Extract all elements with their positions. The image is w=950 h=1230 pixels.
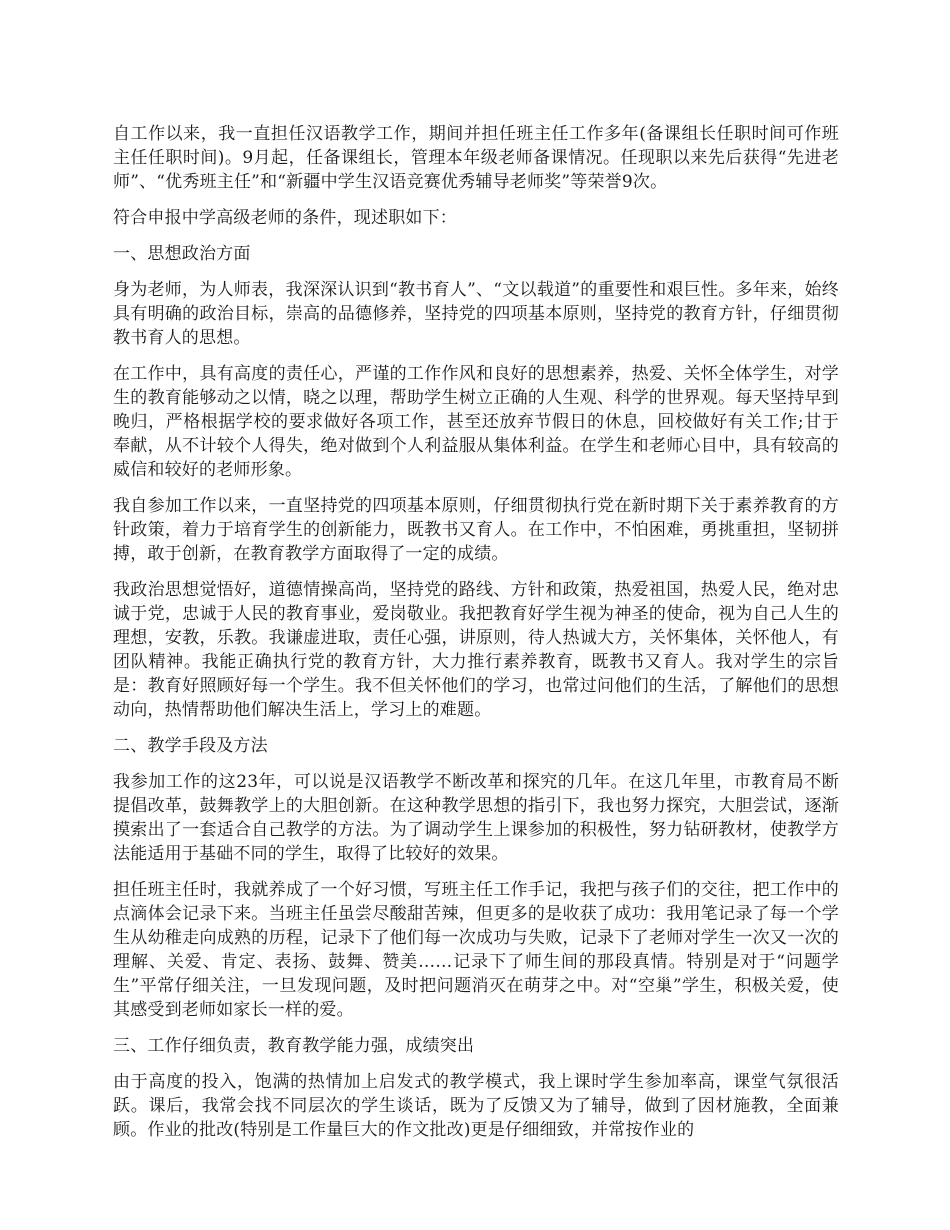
paragraph-results-1: 由于高度的投入，饱满的热情加上启发式的教学模式，我上课时学生参加率高，课堂气氛很活跃。课后，我常会找不同层次的学生谈话，既为了反馈又为了辅导，做到了因材施教，全面兼顾。作业的批改(特别是工作量巨大的作文批改)更是仔细细致，并常按作业的	[113, 1072, 839, 1140]
paragraph-intro: 自工作以来，我一直担任汉语教学工作，期间并担任班主任工作多年(备课组长任职时间可作班主任任职时间)。9月起，任备课组长，管理本年级老师备课情况。任现职以来先后获得“先进老师”、“优秀班主任”和“新疆中学生汉语竞赛优秀辅导老师奖”等荣誉9次。	[113, 124, 839, 192]
section-heading-politics: 一、思想政治方面	[113, 244, 251, 264]
paragraph-politics-3: 我自参加工作以来，一直坚持党的四项基本原则，仔细贯彻执行党在新时期下关于素养教育的方针政策，着力于培育学生的创新能力，既教书又育人。在工作中，不怕困难，勇挑重担，坚韧拼搏，敢于创新，在教育教学方面取得了一定的成绩。	[113, 496, 839, 564]
paragraph-methods-2: 担任班主任时，我就养成了一个好习惯，写班主任工作手记，我把与孩子们的交往，把工作中的点滴体会记录下来。当班主任虽尝尽酸甜苦辣，但更多的是收获了成功：我用笔记录了每一个学生从幼稚走向成熟的历程，记录下了他们每一次成功与失败，记录下了老师对学生一次又一次的理解、关爱、肯定、表扬、鼓舞、赞美……记录下了师生间的那段真情。特别是对于“问题学生”平常仔细关注，一旦发现问题，及时把问题消灭在萌芽之中。对“空巢”学生，积极关爱，使其感受到老师如家长一样的爱。	[113, 880, 839, 1020]
paragraph-statement: 符合申报中学高级老师的条件，现述职如下：	[113, 208, 457, 228]
section-heading-results: 三、工作仔细负责，教育教学能力强，成绩突出	[113, 1036, 475, 1056]
paragraph-politics-1: 身为老师，为人师表，我深深认识到“教书育人”、“文以载道”的重要性和艰巨性。多年来，始终具有明确的政治目标，崇高的品德修养，坚持党的四项基本原则，坚持党的教育方针，仔细贯彻教书育人的思想。	[113, 280, 839, 348]
paragraph-politics-2: 在工作中，具有高度的责任心，严谨的工作作风和良好的思想素养，热爱、关怀全体学生，对学生的教育能够动之以情，晓之以理，帮助学生树立正确的人生观、科学的世界观。每天坚持早到晚归，严格根据学校的要求做好各项工作，甚至还放弃节假日的休息，回校做好有关工作;甘于奉献，从不计较个人得失，绝对做到个人利益服从集体利益。在学生和老师心目中，具有较高的威信和较好的老师形象。	[113, 364, 839, 480]
section-heading-methods: 二、教学手段及方法	[113, 736, 268, 756]
paragraph-methods-1: 我参加工作的这23年，可以说是汉语教学不断改革和探究的几年。在这几年里，市教育局不断提倡改革，鼓舞教学上的大胆创新。在这种教学思想的指引下，我也努力探究，大胆尝试，逐渐摸索出了一套适合自己教学的方法。为了调动学生上课参加的积极性，努力钻研教材，使教学方法能适用于基础不同的学生，取得了比较好的效果。	[113, 772, 839, 864]
paragraph-politics-4: 我政治思想觉悟好，道德情操高尚，坚持党的路线、方针和政策，热爱祖国，热爱人民，绝对忠诚于党，忠诚于人民的教育事业，爱岗敬业。我把教育好学生视为神圣的使命，视为自己人生的理想，安教，乐教。我谦虚进取，责任心强，讲原则，待人热诚大方，关怀集体，关怀他人，有团队精神。我能正确执行党的教育方针，大力推行素养教育，既教书又育人。我对学生的宗旨是：教育好照顾好每一个学生。我不但关怀他们的学习，也常过问他们的生活，了解他们的思想动向，热情帮助他们解决生活上，学习上的难题。	[113, 580, 839, 720]
document-body	[113, 122, 839, 1154]
